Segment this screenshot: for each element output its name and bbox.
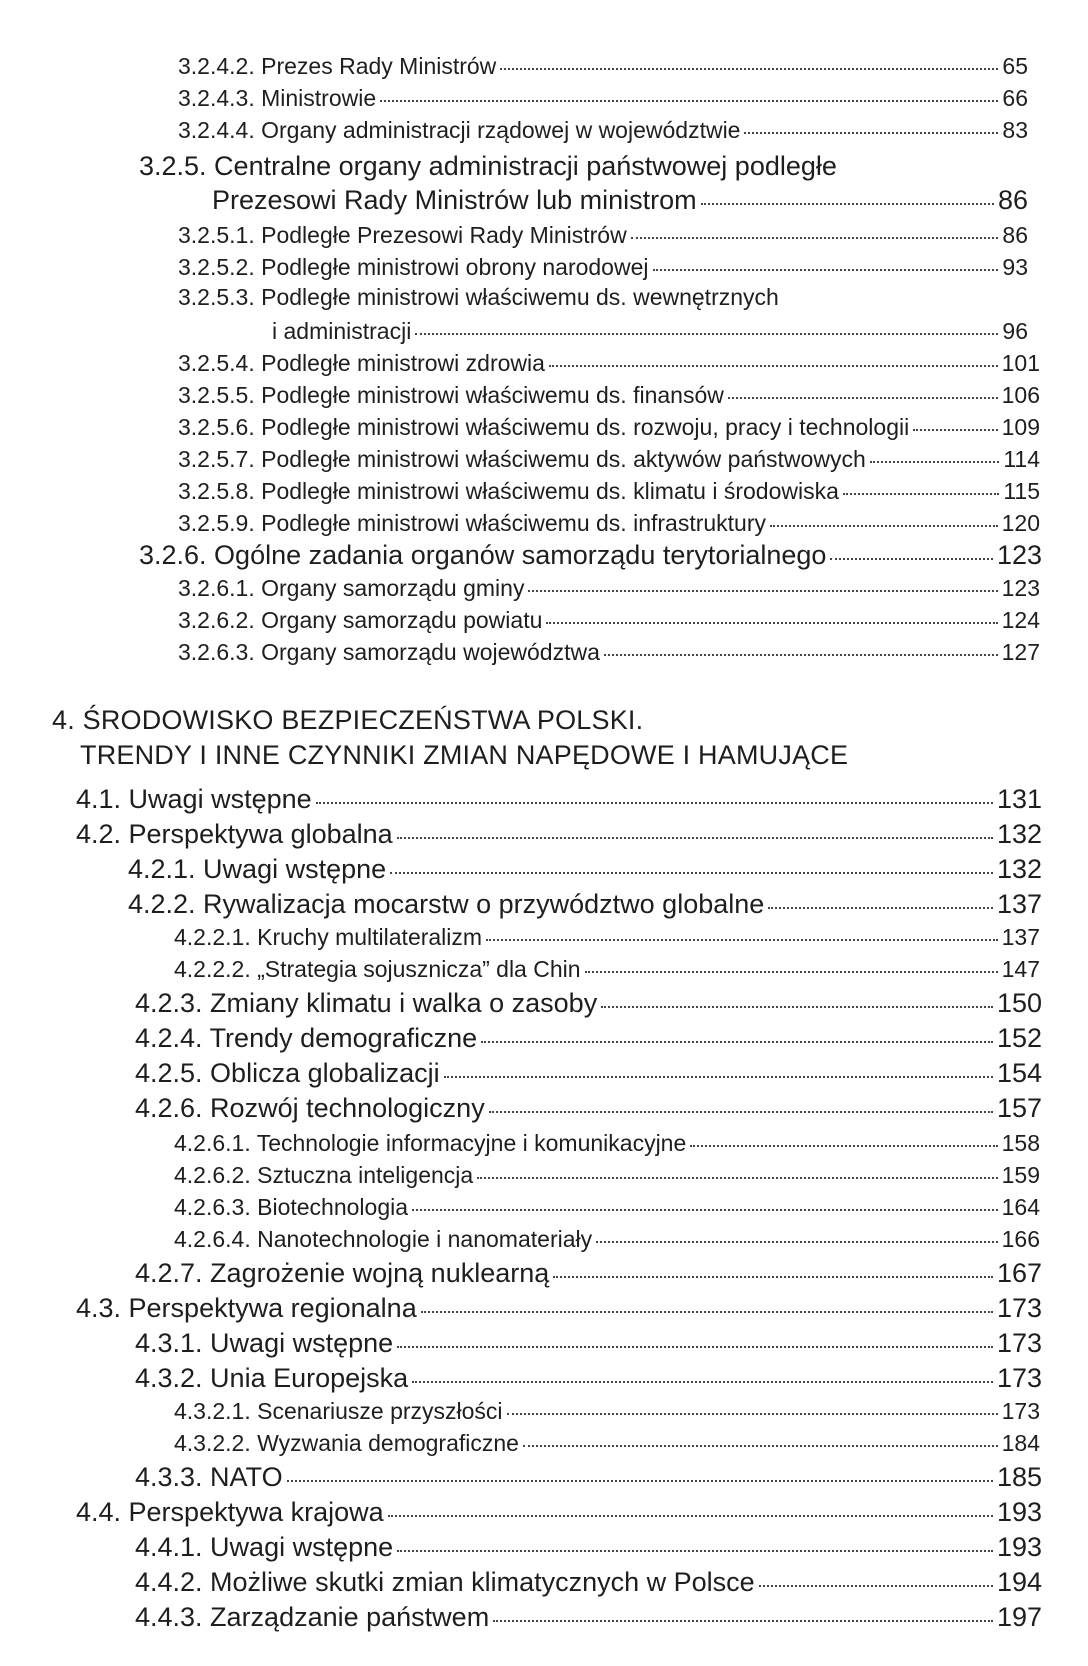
toc-entry-page: 124	[1001, 607, 1040, 633]
toc-entry-title: 3.2.5.1. Podległe Prezesowi Rady Ministrów	[178, 222, 627, 248]
toc-leader-dots	[507, 1413, 998, 1415]
toc-entry-page: 115	[1003, 478, 1040, 504]
toc-leader-dots	[768, 907, 993, 909]
toc-leader-dots	[553, 1276, 993, 1278]
toc-entry	[128, 889, 1042, 920]
toc-entry-title: 4.2.4. Trendy demograficzne	[135, 1023, 478, 1053]
toc-entry	[178, 53, 1028, 80]
toc-entry	[178, 414, 1040, 441]
toc-entry-title: 4.4.2. Możliwe skutki zmian klimatycznych w Polsce	[135, 1567, 755, 1597]
toc-entry-title: i administracji	[272, 318, 412, 344]
toc-entry-page: 159	[1001, 1162, 1040, 1188]
toc-entry	[135, 1093, 1042, 1124]
toc-entry	[76, 1293, 1042, 1324]
toc-entry-title: 3.2.5.3. Podległe ministrowi właściwemu ds. wewnętrznych	[178, 284, 779, 310]
toc-entry-page: 86	[997, 185, 1028, 215]
toc-entry-page: 173	[996, 1293, 1042, 1323]
toc-entry-page: 86	[1002, 222, 1028, 248]
toc-leader-dots	[744, 132, 998, 134]
toc-entry	[178, 510, 1040, 537]
toc-entry-title: 3.2.5.6. Podległe ministrowi właściwemu ds. rozwoju, pracy i technologii	[178, 414, 910, 440]
toc-entry	[135, 1058, 1042, 1089]
toc-entry-title: 4.2.3. Zmiany klimatu i walka o zasoby	[135, 988, 598, 1018]
toc-entry-title: 4.2.6.3. Biotechnologia	[174, 1194, 409, 1220]
toc-leader-dots	[528, 590, 997, 592]
toc-entry-page: 197	[996, 1602, 1042, 1632]
toc-entry-page: 120	[1001, 510, 1040, 536]
toc-entry-title: 4.2.6. Rozwój technologiczny	[135, 1093, 485, 1123]
toc-entry	[139, 540, 1042, 571]
toc-entry	[135, 1602, 1042, 1633]
toc-leader-dots	[728, 397, 998, 399]
toc-entry-page: 123	[1001, 575, 1040, 601]
toc-entry	[178, 117, 1028, 144]
toc-entry-title: 3.2.5.2. Podległe ministrowi obrony narodowej	[178, 254, 649, 280]
toc-entry	[174, 1162, 1040, 1189]
toc-leader-dots	[601, 1006, 993, 1008]
toc-entry-title: 3.2.6. Ogólne zadania organów samorządu terytorialnego	[139, 540, 827, 570]
toc-entry	[76, 784, 1042, 815]
toc-entry-page: 132	[996, 854, 1042, 884]
toc-entry-title: 3.2.4.3. Ministrowie	[178, 85, 377, 111]
toc-entry-title: 4.2.5. Oblicza globalizacji	[135, 1058, 440, 1088]
toc-entry	[135, 1567, 1042, 1598]
toc-entry-page: 154	[996, 1058, 1042, 1088]
toc-leader-dots	[444, 1076, 993, 1078]
toc-entry-title: 4.2.6.2. Sztuczna inteligencja	[174, 1162, 474, 1188]
toc-entry	[135, 1023, 1042, 1054]
toc-leader-dots	[604, 654, 998, 656]
toc-entry-title: 4.2.6.4. Nanotechnologie i nanomateriały	[174, 1226, 593, 1252]
toc-entry-page: 131	[996, 784, 1042, 814]
toc-leader-dots	[843, 493, 999, 495]
toc-entry-title: 3.2.5.9. Podległe ministrowi właściwemu ds. infrastruktury	[178, 510, 767, 536]
toc-entry-page: 106	[1001, 382, 1040, 408]
toc-entry-page: 167	[996, 1258, 1042, 1288]
toc-entry-page: 194	[996, 1567, 1042, 1597]
toc-entry	[174, 1194, 1040, 1221]
toc-entry-page: 185	[996, 1462, 1042, 1492]
toc-entry-title: 3.2.4.4. Organy administracji rządowej w województwie	[178, 117, 741, 143]
toc-leader-dots	[500, 68, 998, 70]
toc-entry	[272, 318, 1028, 345]
toc-leader-dots	[421, 1311, 993, 1313]
toc-entry-title: 4.3.2.2. Wyzwania demograficzne	[174, 1430, 519, 1456]
toc-entry	[76, 819, 1042, 850]
toc-entry-title: 3.2.5.4. Podległe ministrowi zdrowia	[178, 350, 545, 376]
toc-entry	[135, 1363, 1042, 1394]
toc-leader-dots	[523, 1445, 998, 1447]
toc-entry	[174, 1226, 1040, 1253]
toc-entry-title: 4.2.2.1. Kruchy multilateralizm	[174, 924, 483, 950]
toc-entry-title: 3.2.6.1. Organy samorządu gminy	[178, 575, 525, 601]
toc-entry-title: 4.2.2. Rywalizacja mocarstw o przywództwo globalne	[128, 889, 765, 919]
toc-leader-dots	[596, 1241, 998, 1243]
toc-entry-page: 150	[996, 988, 1042, 1018]
toc-entry-page: 173	[1001, 1398, 1040, 1424]
toc-entry-title: Prezesowi Rady Ministrów lub ministrom	[212, 185, 697, 215]
toc-entry-page: 83	[1002, 117, 1028, 143]
toc-leader-dots	[653, 269, 999, 271]
toc-entry-page: 164	[1001, 1194, 1040, 1220]
toc-entry-page: 101	[1001, 350, 1040, 376]
toc-entry-page: 173	[996, 1328, 1042, 1358]
toc-leader-dots	[287, 1480, 993, 1482]
toc-entry-page: 173	[996, 1363, 1042, 1393]
toc-entry	[135, 1462, 1042, 1493]
toc-entry	[178, 382, 1040, 409]
toc-entry-title: 3.2.4.2. Prezes Rady Ministrów	[178, 53, 497, 79]
toc-leader-dots	[585, 971, 998, 973]
toc-leader-dots	[316, 802, 993, 804]
toc-leader-dots	[397, 1550, 993, 1552]
toc-entry-page: 127	[1001, 639, 1040, 665]
toc-leader-dots	[412, 1209, 998, 1211]
toc-entry-title: 3.2.6.3. Organy samorządu województwa	[178, 639, 600, 665]
toc-entry-page: 193	[996, 1532, 1042, 1562]
toc-entry-title: 4.3. Perspektywa regionalna	[76, 1293, 417, 1323]
toc-leader-dots	[701, 203, 994, 205]
toc-entry-title: 4.3.2.1. Scenariusze przyszłości	[174, 1398, 503, 1424]
toc-entry-page: 158	[1001, 1130, 1040, 1156]
toc-leader-dots	[486, 939, 998, 941]
toc-leader-dots	[546, 622, 997, 624]
toc-entry	[128, 854, 1042, 885]
toc-entry	[174, 956, 1040, 983]
toc-entry	[135, 1328, 1042, 1359]
toc-entry-page: 66	[1002, 85, 1028, 111]
toc-entry	[178, 85, 1028, 112]
toc-entry-page: 65	[1002, 53, 1028, 79]
toc-entry	[178, 575, 1040, 602]
toc-entry	[178, 639, 1040, 666]
toc-entry	[174, 924, 1040, 951]
toc-entry	[135, 1532, 1042, 1563]
toc-leader-dots	[493, 1620, 993, 1622]
toc-entry-page: 132	[996, 819, 1042, 849]
toc-leader-dots	[690, 1145, 997, 1147]
toc-entry-page: 109	[1001, 414, 1040, 440]
toc-entry-title: 3.2.5.7. Podległe ministrowi właściwemu ds. aktywów państwowych	[178, 446, 866, 472]
toc-leader-dots	[388, 1515, 993, 1517]
toc-entry	[76, 1497, 1042, 1528]
toc-leader-dots	[415, 333, 998, 335]
chapter-heading: 4. ŚRODOWISKO BEZPIECZEŃSTWA POLSKI.	[52, 705, 644, 735]
toc-entry-title: 3.2.5. Centralne organy administracji państwowej podległe	[139, 151, 837, 181]
toc-entry-page: 93	[1002, 254, 1028, 280]
toc-entry-page: 157	[996, 1093, 1042, 1123]
toc-entry	[178, 607, 1040, 634]
toc-entry-title: 4.4. Perspektywa krajowa	[76, 1497, 384, 1527]
toc-leader-dots	[759, 1585, 993, 1587]
toc-entry-title: 4.4.3. Zarządzanie państwem	[135, 1602, 490, 1632]
toc-leader-dots	[830, 558, 993, 560]
toc-entry-title: 4.2. Perspektywa globalna	[76, 819, 393, 849]
toc-entry	[174, 1130, 1040, 1157]
toc-leader-dots	[390, 872, 993, 874]
toc-entry-title: 4.3.1. Uwagi wstępne	[135, 1328, 394, 1358]
toc-leader-dots	[489, 1111, 993, 1113]
toc-leader-dots	[549, 365, 998, 367]
toc-entry	[178, 254, 1028, 281]
toc-leader-dots	[477, 1177, 997, 1179]
toc-entry-title: 4.1. Uwagi wstępne	[76, 784, 312, 814]
toc-entry	[178, 350, 1040, 377]
toc-entry-title: 3.2.6.2. Organy samorządu powiatu	[178, 607, 543, 633]
toc-entry-page: 137	[1001, 924, 1040, 950]
toc-entry	[178, 478, 1040, 505]
toc-entry-page: 147	[1001, 956, 1040, 982]
chapter-subheading: TRENDY I INNE CZYNNIKI ZMIAN NAPĘDOWE I HAMUJĄCE	[80, 740, 849, 770]
toc-leader-dots	[631, 237, 999, 239]
toc-entry-title: 4.2.1. Uwagi wstępne	[128, 854, 387, 884]
toc-entry	[174, 1398, 1040, 1425]
toc-entry-title: 3.2.5.8. Podległe ministrowi właściwemu ds. klimatu i środowiska	[178, 478, 839, 504]
toc-entry-page: 137	[996, 889, 1042, 919]
toc-entry	[174, 1430, 1040, 1457]
toc-entry-page: 166	[1001, 1226, 1040, 1252]
toc-entry-title: 3.2.5.5. Podległe ministrowi właściwemu ds. finansów	[178, 382, 724, 408]
toc-entry-title: 4.4.1. Uwagi wstępne	[135, 1532, 394, 1562]
toc-leader-dots	[412, 1381, 993, 1383]
toc-entry	[178, 222, 1028, 249]
toc-entry-title: 4.3.3. NATO	[135, 1462, 283, 1492]
toc-entry-page: 193	[996, 1497, 1042, 1527]
toc-leader-dots	[913, 429, 997, 431]
toc-entry	[212, 185, 1028, 216]
toc-leader-dots	[770, 525, 998, 527]
toc-entry-title: 4.3.2. Unia Europejska	[135, 1363, 409, 1393]
toc-entry-page: 152	[996, 1023, 1042, 1053]
toc-leader-dots	[397, 1346, 993, 1348]
toc-entry-page: 184	[1001, 1430, 1040, 1456]
toc-entry	[178, 446, 1040, 473]
toc-entry-title: 4.2.2.2. „Strategia sojusznicza” dla Chin	[174, 956, 581, 982]
toc-entry	[135, 988, 1042, 1019]
toc-entry-title: 4.2.7. Zagrożenie wojną nuklearną	[135, 1258, 550, 1288]
toc-leader-dots	[380, 100, 998, 102]
toc-entry	[135, 1258, 1042, 1289]
toc-leader-dots	[481, 1041, 993, 1043]
toc-leader-dots	[397, 837, 993, 839]
toc-entry-title: 4.2.6.1. Technologie informacyjne i komunikacyjne	[174, 1130, 687, 1156]
toc-entry-page: 96	[1002, 318, 1028, 344]
toc-entry-page: 114	[1003, 446, 1040, 472]
toc-entry-page: 123	[996, 540, 1042, 570]
toc-leader-dots	[870, 461, 1000, 463]
